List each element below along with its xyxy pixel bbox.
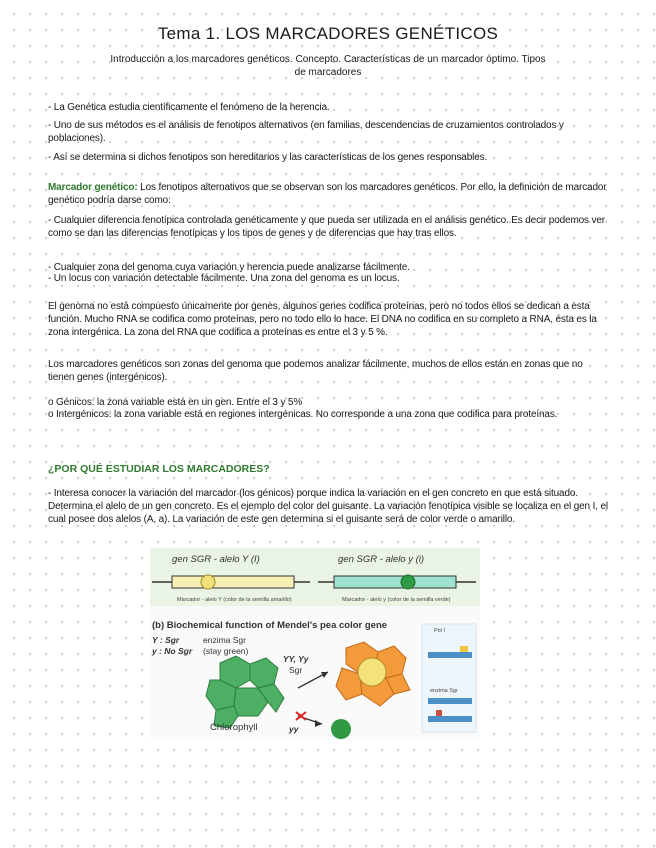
chlorophyll-label: Chlorophyll xyxy=(210,722,258,733)
gene-label-right: gen SGR - alelo y (i) xyxy=(338,554,425,565)
paragraph-7: El genoma no está compuesto únicamente por genes, algunos genes codifica proteínas, pero no todos ellos se dedican a esta función. Mucho RNA se codifica como proteínas, pero no todo ello lo hace. El DNA no codifica en su completo a RNA, ésta es la zona intergénica. La zona del RNA que codifica a proteínas es entre el 3 y 5 %. xyxy=(48,301,597,338)
enzyme-label: enzima Sgr xyxy=(203,635,246,645)
paragraph-1: - La Genética estudia científicamente el fenómeno de la herencia. xyxy=(48,102,330,113)
paragraph-6a: - Cualquier zona del genoma cuya variación y herencia puede analizarse fácilmente. xyxy=(48,262,410,273)
green-seed-icon xyxy=(401,575,415,589)
arrow-label-bottom: yy xyxy=(289,724,299,734)
blocked-icon xyxy=(296,712,306,720)
yellow-seed-icon xyxy=(201,575,215,589)
gene-bar-green xyxy=(334,576,456,588)
marcador-label: Marcador genético: xyxy=(48,182,138,193)
side-label-2: enzima Sgr xyxy=(430,688,458,694)
legend-y: y : No Sgr xyxy=(152,646,193,656)
marker-label-left: Marcador - alelo Y (color de la semilla amarillo) xyxy=(177,597,292,603)
gene-bar-yellow xyxy=(172,576,294,588)
arrow-enzyme-label: Sgr xyxy=(289,665,303,675)
paragraph-9b: o Intergénicos: la zona variable está en regiones intergénicas. No corresponde a una zona que codifica para proteínas. xyxy=(48,409,558,420)
figure-drawing xyxy=(150,548,480,740)
paragraph-marcador xyxy=(48,181,610,207)
side-schematic xyxy=(422,624,476,732)
arrow-label-top: YY, Yy xyxy=(283,654,309,664)
gene-label-left: gen SGR - alelo Y (I) xyxy=(172,554,260,565)
paragraph-2: - Uno de sus métodos es el análisis de fenotipos alternativos (en familias, descendencias de cruzamientos controlados y poblaciones). xyxy=(48,120,564,144)
marker-label-right: Marcador - alelo y (color de la semilla verde) xyxy=(342,597,451,603)
yellow-pea-icon xyxy=(358,658,386,686)
paragraph-10: - Interesa conocer la variación del marcador (los génicos) porque indica la variación en el gen concreto en que está situado. Determina el alelo de un gen concreto. Es el ejemplo del color del guisante. La variación fenotípica visible se localiza en el gen I, el cual posee dos alelos (A, a). La variación de este gen determina si el guisante será de color verde o amarillo. xyxy=(48,488,608,525)
green-pea-icon xyxy=(331,719,351,739)
section-heading: ¿POR QUÉ ESTUDIAR LOS MARCADORES? xyxy=(48,463,270,475)
legend-Y: Y : Sgr xyxy=(152,635,180,645)
paragraph-5: - Cualquier diferencia fenotípica controlada genéticamente y que pueda ser utilizada en el análisis genético. Es decir podemos ver como se dan las diferencias fenotípicas y los tipos de genes y de diferencias que hay tras ellos. xyxy=(48,215,605,239)
page-subtitle: Introducción a los marcadores genéticos. Concepto. Características de un marcador óptimo. Tipos de marcadores xyxy=(110,54,546,78)
page-title: Tema 1. LOS MARCADORES GENÉTICOS xyxy=(157,24,499,43)
paragraph-3: - Así se determina si dichos fenotipos son hereditarios y las características de los genes responsables. xyxy=(48,152,488,163)
paragraph-6b: - Un locus con variación detectable fácilmente. Una zona del genoma es un locus. xyxy=(48,273,400,284)
paragraph-8: Los marcadores genéticos son zonas del genoma que podemos analizar fácilmente, muchos de ellos están en zonas que no tienen genes (intergénicos). xyxy=(48,359,583,383)
chlorophyll-molecule xyxy=(206,656,284,728)
paragraph-9a: o Génicos: la zona variable está en un gen. Entre el 3 y 5% xyxy=(48,397,303,408)
side-label-1: Pol I xyxy=(434,628,446,634)
panel-b-title: (b) Biochemical function of Mendel's pea color gene xyxy=(152,620,388,631)
stay-green-label: (stay green) xyxy=(203,646,249,656)
marcador-text: Los fenotipos alternativos que se observan son los marcadores genéticos. Por ello, la definición de marcador genético podría darse como: xyxy=(48,182,607,206)
